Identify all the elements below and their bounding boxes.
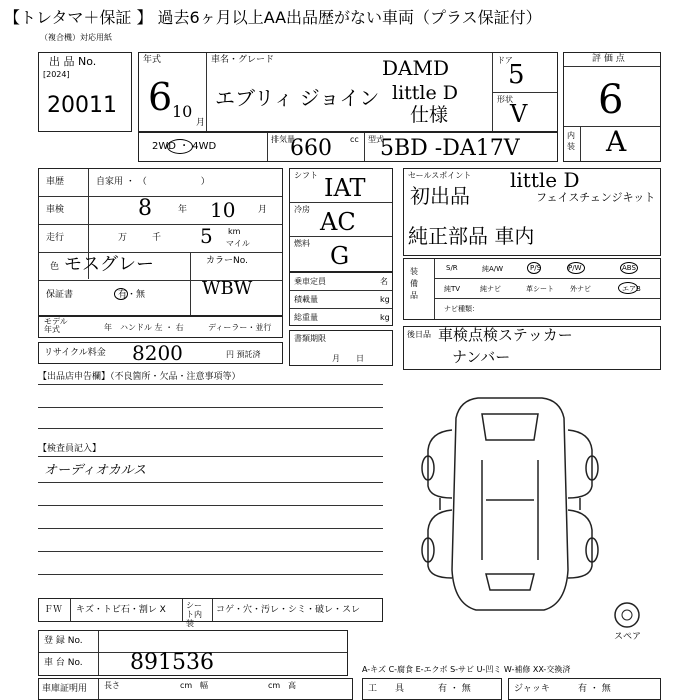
car-name-label: 車名・グレード (211, 55, 275, 65)
equip-ext-navi: 外ナビ (570, 285, 591, 293)
equip-airbag: エアB (622, 285, 641, 293)
lot-label: 出 品 No. (49, 55, 97, 68)
year-era-value: 6 (148, 75, 173, 119)
drive-options: 2WD ・ 4WD (152, 141, 217, 152)
shape-value: V (510, 100, 528, 128)
registration-label: 登 録 No. (44, 636, 83, 646)
inspector-value: オーディオカルス (44, 463, 147, 478)
gross-unit: kg (380, 313, 390, 322)
shaken-month: 10 (210, 198, 236, 222)
gross-label: 総重量 (294, 313, 318, 322)
seat-label: シート内装 (186, 601, 202, 628)
seat-desc: コゲ・穴・汚レ・シミ・破レ・スレ (216, 605, 361, 615)
shaken-year-unit: 年 (178, 205, 188, 215)
door-label: ドア (497, 56, 513, 65)
year-month-unit: 月 (196, 118, 206, 128)
mileage-man: 万 (118, 233, 128, 243)
damage-legend: A-キズ C-腐食 E-エクボ S-サビ U-凹ミ W-補修 XX-交換済 (362, 665, 571, 674)
year-label: 年式 (143, 55, 162, 65)
score-value: 6 (598, 77, 624, 123)
grade-line-2: little D (392, 82, 459, 104)
sales-point-line-3: 純正部品 車内 (408, 224, 535, 248)
jack-options: 有 ・ 無 (578, 684, 611, 694)
history-options: 自家用 ・ （ ） (96, 177, 210, 187)
shaken-year: 8 (138, 196, 152, 221)
mileage-value: 5 (200, 224, 213, 248)
car-damage-diagram (410, 390, 610, 620)
shaken-label: 車検 (46, 205, 65, 215)
cooler-value: AC (320, 208, 356, 236)
equip-tv: 純TV (444, 285, 461, 293)
recycle-unit: 円 預託済 (226, 350, 261, 359)
cert-width: 幅 (200, 681, 208, 690)
grade-line-1: DAMD (382, 56, 449, 80)
chassis-value: 891536 (130, 650, 214, 675)
equip-leather: 革シート (526, 285, 554, 293)
later-items-label: 後日品 (407, 330, 431, 339)
recycle-label: リサイクル料金 (44, 348, 106, 358)
model-year-unit: 年 (104, 323, 112, 332)
interior-value: A (606, 125, 627, 158)
cert-cm-2: cm (268, 681, 281, 690)
model-value: 5BD -DA17V (380, 136, 520, 161)
chassis-label: 車 台 No. (44, 658, 83, 668)
cooler-label: 冷房 (294, 205, 310, 214)
interior-label: 内装 (567, 131, 575, 151)
equip-airbag-circle (618, 282, 638, 294)
history-label: 車歴 (46, 177, 65, 187)
color-label: 色 (50, 262, 60, 272)
sales-point-line-1a: 初出品 (410, 184, 470, 208)
color-code-label: カラーNo. (206, 256, 248, 266)
sales-point-line-2: フェイスチェンジキット (536, 191, 656, 204)
warranty-circle (114, 288, 128, 300)
color-value: モスグレー (64, 254, 154, 275)
fw-label: ＦＷ (44, 605, 63, 615)
recycle-value: 8200 (132, 341, 183, 365)
model-label: 型式 (368, 135, 384, 144)
load-label: 積載量 (294, 295, 318, 304)
equip-aw: 純A/W (482, 265, 504, 273)
mileage-mile: マイル (226, 239, 250, 248)
later-items-line-2: ナンバー (452, 348, 511, 366)
door-value: 5 (508, 60, 525, 90)
cert-cm-1: cm (180, 681, 193, 690)
equip-ps: P/S (530, 264, 542, 272)
equip-ps-circle (527, 262, 541, 274)
warranty-options: 有・無 (118, 290, 146, 300)
equip-abs-circle (620, 262, 638, 274)
displacement-value: 660 (290, 136, 332, 161)
dealer-options: ディーラー・並行 (208, 323, 272, 332)
sales-point-label: セールスポイント (408, 171, 472, 180)
header-note: （複合機）対応用紙 (40, 33, 112, 42)
mileage-sen: 千 (152, 233, 162, 243)
load-unit: kg (380, 295, 390, 304)
mileage-km: km (228, 227, 241, 236)
fuel-value: G (330, 242, 350, 270)
shift-value: IAT (324, 174, 366, 202)
inspector-label: 【検査員記入】 (38, 444, 102, 454)
spare-label: スペア (614, 632, 642, 642)
equip-nav-type: ナビ種類： (444, 305, 479, 313)
capacity-label: 乗車定員 (294, 277, 326, 286)
banner-text: 【トレタマ＋保証 】 過去6ヶ月以上AA出品歴がない車両（プラス保証付） (4, 8, 542, 27)
equip-sr: S/R (446, 264, 458, 272)
car-name-value: エブリィ ジョイン (215, 86, 380, 110)
banner (0, 0, 700, 32)
grade-line-3: 仕様 (410, 104, 449, 126)
lot-number: 20011 (47, 93, 117, 118)
mileage-label: 走行 (46, 233, 65, 243)
cc-unit: cc (350, 135, 359, 144)
displacement-label: 排気量 (271, 135, 295, 144)
equip-navi: 純ナビ (480, 285, 501, 293)
cert-label: 車庫証明用 (42, 684, 88, 694)
warranty-label: 保証書 (46, 290, 74, 300)
doc-deadline-unit: 月 日 (332, 354, 364, 363)
doc-deadline-label: 書類期限 (294, 334, 326, 343)
tools-label: 工 具 (368, 684, 405, 694)
equip-abs: ABS (622, 264, 636, 272)
color-code-value: WBW (202, 278, 253, 299)
year-month-value: 10 (172, 102, 193, 121)
equipment-label: 装備品 (410, 267, 418, 300)
sales-point-line-1b: little D (510, 168, 580, 192)
jack-label: ジャッキ (514, 684, 550, 694)
equip-pw-circle (567, 262, 585, 274)
lot-box (38, 52, 132, 132)
capacity-unit: 名 (380, 277, 388, 286)
tools-options: 有 ・ 無 (438, 684, 471, 694)
seller-report-label: 【出品店申告欄】（不良箇所・欠品・注意事項等） (38, 372, 241, 382)
shape-label: 形状 (497, 95, 513, 104)
score-label: 評 価 点 (592, 54, 625, 64)
fw-desc: キズ・トビ石・割レ X (76, 605, 166, 615)
cert-long: 長さ (104, 681, 120, 690)
handle-options: ハンドル 左 ・ 右 (120, 323, 184, 332)
shift-label: シフト (294, 171, 318, 180)
later-items-line-1: 車検点検ステッカー (438, 326, 573, 344)
cert-height: 高 (288, 681, 296, 690)
shaken-month-unit: 月 (258, 205, 268, 215)
fuel-label: 燃料 (294, 239, 310, 248)
model-year-label: モデル 年式 (44, 317, 68, 334)
equip-pw: P/W (568, 264, 582, 272)
lot-year-tag: [2024] (43, 70, 70, 79)
spare-tire-icon (612, 600, 642, 630)
drive-circle (167, 139, 193, 154)
